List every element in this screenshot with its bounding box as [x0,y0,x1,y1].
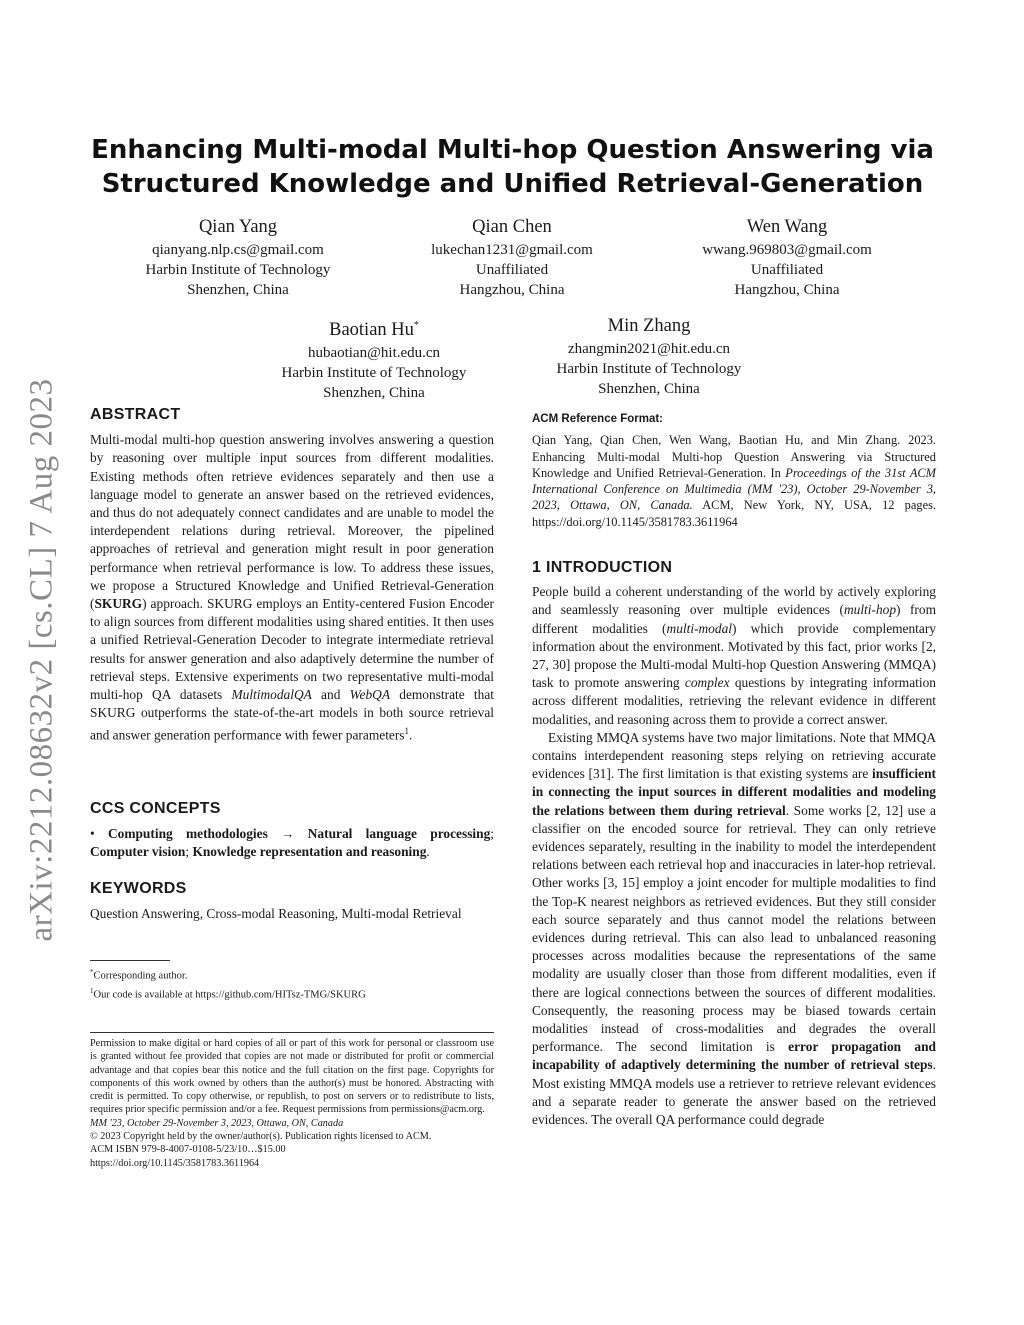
acm-reference-text: Qian Yang, Qian Chen, Wen Wang, Baotian Hu, and Min Zhang. 2023. Enhancing Multi-modal Multi-hop Question Answering via Structured Knowledge and Unified Retrieval-Generation. In Proceedings of the 31st ACM International Conference on Multimedia (MM '23), October 29-November 3, 2023, Ottawa, ON, Canada. ACM, New York, NY, USA, 12 pages. https://doi.org/10.1145/3581783.3611964 [532,433,936,529]
author-location: Shenzhen, China [323,385,425,402]
intro-paragraph: Existing MMQA systems have two major limitations. Note that MMQA contains interdependent reasoning steps relying on retrieving accurate evidences [31]. The first limitation is that existing systems are insufficient in connecting the input sources in different modalities and modeling the relations between them during retrieval. Some works [2, 12] use a classifier on the encoded source for retrieval. They can only retrieve evidences separately, resulting in the inability to model the interdependent relations between each retrieval hop and inaccuracies in later-hop retrieval. Other works [3, 15] employ a joint encoder for multiple modalities to find the Top-K nearest neighbors as retrieved evidences. But they still consider each source separately and thus cannot model the relations between evidences during retrieval. This can also lead to unbalanced reasoning processes across modalities because the representations of the same modality are usually closer than those from different modalities, even if there are logical connections between the sources of different modalities. Consequently, the reasoning process may be biased towards certain modalities instead of cross-modalities and degrades the overall performance. The second limitation is error propagation and incapability of adaptively determining the number of retrieval steps. Most existing MMQA models use a retriever to retrieve relevant evidences and a separate reader to generate the answer based on the retrieved evidences. The overall QA performance could degrade [532,729,936,1128]
footnote: *Corresponding author. [90,968,188,982]
author-location: Hangzhou, China [734,282,840,298]
permission-rule [90,1032,494,1033]
arxiv-stamp: arXiv:2212.08632v2 [cs.CL] 7 Aug 2023 [23,378,60,942]
author-name: Wen Wang [746,217,828,237]
paper-title: Enhancing Multi-modal Multi-hop Question Answering via Structured Knowledge and Unified Retrieval-Generation [91,135,934,199]
section-heading: 1 INTRODUCTION [532,559,673,576]
acm-reference [532,410,936,530]
author-block [88,214,388,300]
author-email: lukechan1231@gmail.com [431,242,593,258]
author-affiliation: Harbin Institute of Technology [145,262,331,278]
author-affiliation: Unaffiliated [475,262,549,278]
author-email: wwang.969803@gmail.com [702,242,872,258]
footnotes [90,960,494,1002]
author-block [637,214,937,300]
permission-block [90,1032,494,1170]
section-heading: KEYWORDS [90,880,187,897]
ccs-section [90,800,494,862]
author-email: qianyang.nlp.cs@gmail.com [152,242,324,258]
author-name: Qian Yang [198,217,278,237]
section-heading: CCS CONCEPTS [90,800,221,817]
introduction-section [532,559,936,1129]
author-block [224,313,524,403]
venue: MM '23, October 29-November 3, 2023, Ottawa, ON, Canada [90,1117,344,1129]
author-location: Shenzhen, China [598,381,700,397]
author-location: Hangzhou, China [459,282,565,298]
ccs-text: • Computing methodologies → Natural language processing; Computer vision; Knowledge representation and reasoning. [90,826,495,860]
isbn: ACM ISBN 979-8-4007-0108-5/23/10…$15.00 [90,1144,286,1156]
footnote-rule [90,960,170,961]
doi[interactable]: https://doi.org/10.1145/3581783.3611964 [90,1157,260,1169]
author-block [362,214,662,300]
author-affiliation: Harbin Institute of Technology [281,365,467,382]
author-affiliation: Unaffiliated [750,262,824,278]
footnote: $^1$Our code is available at https://github.com/HITsz-TMG/SKURG [90,986,366,1000]
acm-reference-heading: ACM Reference Format: [532,413,663,425]
author-name: Min Zhang [607,316,691,336]
permission-text: Permission to make digital or hard copies of all or part of this work for personal or classroom use is granted without fee provided that copies are not made or distributed for profit or commercial advantage and that copies bear this notice and the full citation on the first page. Copyrights for components of this work owned by others than the author(s) must be honored. Abstracting with credit is permitted. To copy otherwise, or republish, to post on servers or to redistribute to lists, requires prior specific permission and/or a fee. Request permissions from permissions@acm.org. [90,1038,494,1116]
author-name: Qian Chen [472,217,552,237]
keywords-text: Question Answering, Cross-modal Reasoning, Multi-modal Retrieval [90,906,462,922]
intro-paragraph: People build a coherent understanding of the world by actively exploring and seamlessly reasoning over multiple evidences (multi-hop) from different modalities (multi-modal) which provide complementary information about the environment. Motivated by this fact, prior works [2, 27, 30] propose the Multi-modal Multi-hop Question Answering (MMQA) task to promote answering complex questions by integrating information across different modalities, retrieving the relevant evidence in different modalities, and reasoning across them to provide a correct answer. [532,584,937,727]
author-location: Shenzhen, China [187,282,289,298]
author-affiliation: Harbin Institute of Technology [556,361,742,377]
abstract-section [90,406,494,745]
abstract-text: Multi-modal multi-hop question answering involves answering a question by reasoning over multiple input sources from different modalities. Existing methods often retrieve evidences separately and then use a language model to generate an answer based on the retrieved evidences, and thus do not adequately connect candidates and are unable to model the interdependent relations during retrieval. Moreover, the pipelined approaches of retrieval and generation might result in poor generation performance when retrieval performance is low. To address these issues, we propose a Structured Knowledge and Unified Retrieval-Generation (SKURG) approach. SKURG employs an Entity-centered Fusion Encoder to align sources from different modalities using shared entities. It then uses a unified Retrieval-Generation Decoder to integrate intermediate retrieval results for answer generation and also adaptively determine the number of retrieval steps. Extensive experiments on two representative multi-modal multi-hop QA datasets MultimodalQA and WebQA demonstrate that SKURG outperforms the state-of-the-art models in both source retrieval and answer generation performance with fewer parameters$^1$. [90,432,494,743]
author-block [499,313,799,399]
keywords-section [90,880,494,923]
copyright: © 2023 Copyright held by the owner/author(s). Publication rights licensed to ACM. [90,1131,432,1143]
author-name: Baotian Hu* [329,320,419,341]
section-heading: ABSTRACT [90,406,181,423]
author-email: hubaotian@hit.edu.cn [307,345,441,362]
author-email: zhangmin2021@hit.edu.cn [567,341,731,357]
